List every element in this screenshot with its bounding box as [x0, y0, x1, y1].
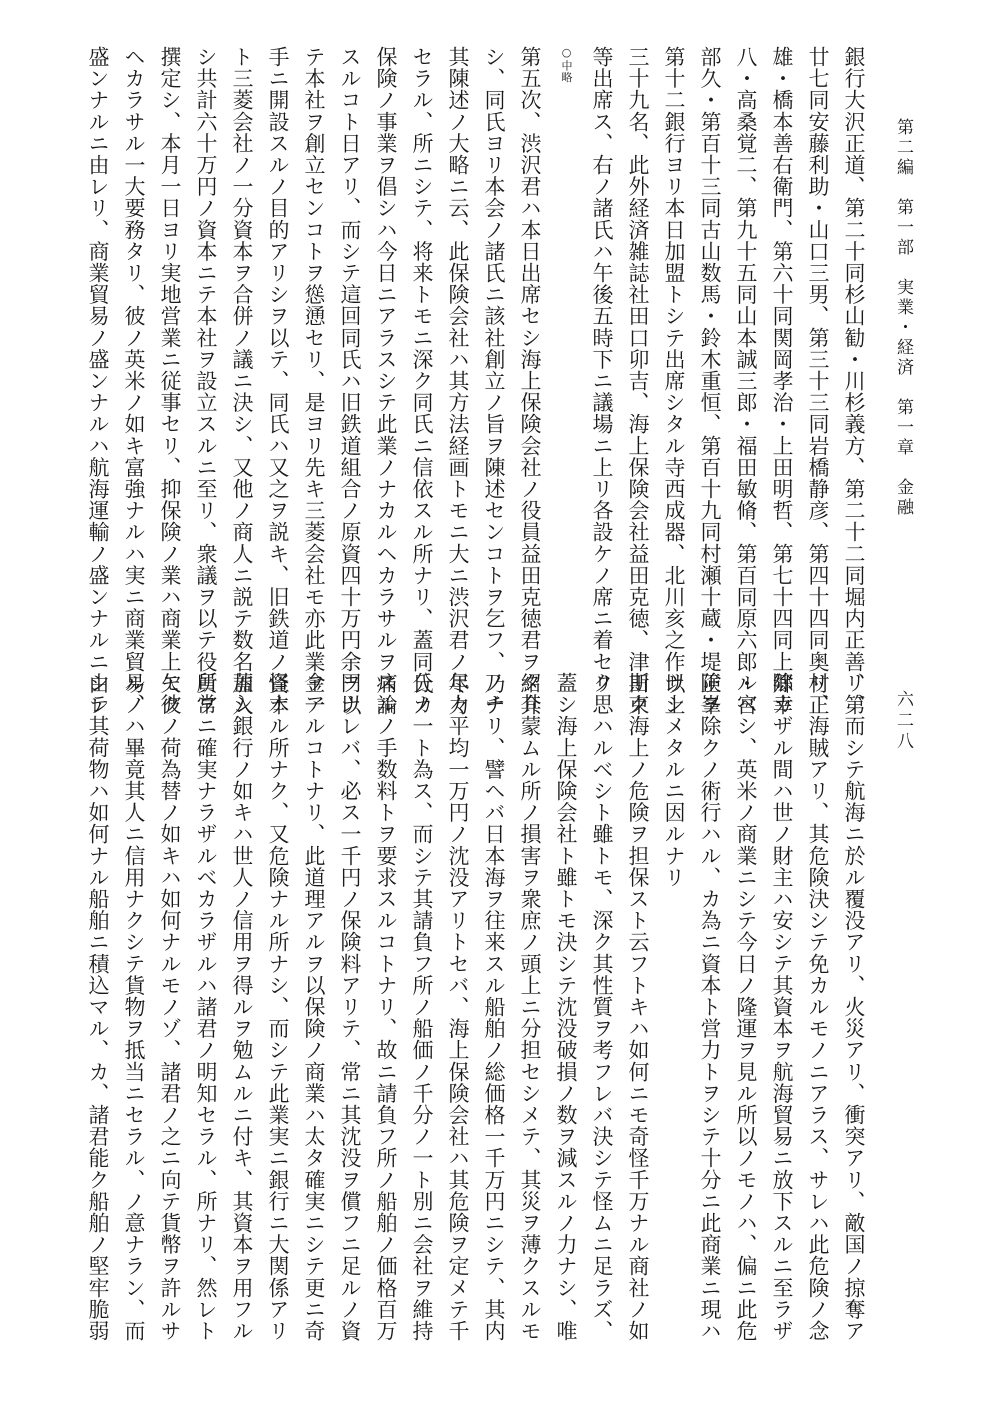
- text-column: ト三菱会社ノ一分資本ヲ合併ノ議ニ決シ、又他ノ商人ニ説テ数名加入: [230, 46, 254, 716]
- text-column: 保険ノ事業ヲ倡シハ今日ニアラスシテ此業ノナカルヘカラサルヲ痛論: [374, 46, 398, 716]
- text-column: 第五次、渋沢君ハ本日出席セシ海上保険会社ノ役員益田克徳君ヲ紹介: [518, 46, 542, 716]
- text-column: 手ニ開設スルノ目的アリシヲ以テ、同氏ハ又之ヲ説キ、旧鉄道ノ資本: [266, 46, 290, 716]
- text-column: ク思ハルベシト雖トモ、深ク其性質ヲ考フレバ決シテ怪ムニ足ラズ、: [590, 672, 614, 1342]
- text-column: ルベシ、英米ノ商業ニシテ今日ノ隆運ヲ見ル所以ノモノハ、偏ニ此危: [734, 672, 758, 1342]
- text-column: 蓋シ海上保険会社ト雖トモ決シテ沈没破損ノ数ヲ減スルノ力ナシ、唯: [554, 672, 578, 1342]
- text-column: 年々平均一万円ノ沈没アリトセバ、海上保険会社ハ其危険ヲ定メテ千: [446, 672, 470, 1342]
- text-column: 斯ク海上ノ危険ヲ担保スト云フトキハ如何ニモ奇怪千万ナル商社ノ如: [626, 672, 650, 1342]
- text-column: 第十二銀行ヨリ本日加盟トシテ出席シタル寺西成器、北川亥之作以上: [662, 46, 686, 716]
- text-column: 盛ンナルニ由レリ、商業貿易ノ盛ンナルハ航海運輸ノ盛ンナルニ由レ: [86, 46, 110, 716]
- omission-note: ○中略: [560, 46, 573, 83]
- text-column: 蓋シ銀行ノ如キハ世人ノ信用ヲ得ルヲ勉ムルニ付キ、其資本ヲ用フル: [230, 672, 254, 1342]
- text-column: テ本社ヲ創立センコトヲ慫慂セリ、是ヨリ先キ三菱会社モ亦此業ヲ一: [302, 46, 326, 716]
- text-column: 廿七同安藤利助・山口三男、第三十三同岩橋静彦、第四十四同奥村正: [806, 46, 830, 716]
- text-column: 除カザル間ハ世ノ財主ハ安シテ其資本ヲ航海貿易ニ放下スルニ至ラザ: [770, 672, 794, 1342]
- text-column: 怪ナル所ナク、又危険ナル所ナシ、而シテ此業実ニ銀行ニ大関係アリ: [266, 672, 290, 1342]
- text-column: スルコト日アリ、而シテ這回同氏ハ旧鉄道組合ノ原資四十万円余ヲ以: [338, 46, 362, 716]
- text-column: 部久・第百十三同古山数馬・鈴木重恒、第百十九同村瀬十蔵・堤正峯: [698, 46, 722, 716]
- text-column: ル、ハ畢竟其人ニ信用ナクシテ貨物ヲ抵当ニセラル、ノ意ナラン、而: [122, 672, 146, 1342]
- text-column: 八・高桑覚二、第九十五同山本誠三郎・福田敏脩、第百同原六郎・宮: [734, 46, 758, 716]
- text-column: 円ナレバ、必ス一千円ノ保険料アリテ、常ニ其沈没ヲ償フニ足ルノ資: [338, 672, 362, 1342]
- text-column: 金アルコトナリ、此道理アルヲ以保険ノ商業ハ太タ確実ニシテ更ニ奇: [302, 672, 326, 1342]
- text-column: モ彼ノ荷為替ノ如キハ如何ナルモノゾ、諸君ノ之ニ向テ貨幣ヲ許ルサ: [158, 672, 182, 1342]
- running-header: 第二編 第一部 実業・経済 第一章 金融: [893, 118, 913, 518]
- text-column: 其陳述ノ大略ニ云、此保険会社ハ其方法経画トモニ大ニ渋沢君ノ尽力: [446, 46, 470, 716]
- text-column: 等出席ス、右ノ諸氏ハ午後五時下ニ議場ニ上リ各設ケノ席ニ着セリ: [590, 46, 614, 694]
- text-column: シ共計六十万円ノ資本ニテ本社ヲ設立スルニ至リ、衆議ヲ以テ役員ヲ: [194, 46, 218, 716]
- text-column: 険ヲ除クノ術行ハル、カ為ニ資本ト営力トヲシテ十分ニ此商業ニ現ハ: [698, 672, 722, 1342]
- text-column: リ、海賊アリ、其危険決シテ免カルモノニアラス、サレハ此危険ノ念: [806, 672, 830, 1342]
- text-column: シ、同氏ヨリ本会ノ諸氏ニ該社創立ノ旨ヲ陳述センコトヲ乞フ、乃チ: [482, 46, 506, 716]
- text-column: リ、而シテ航海ニ於ル覆没アリ、火災アリ、衝突アリ、敵国ノ掠奪ア: [842, 672, 866, 1342]
- text-column: シテ其荷物ハ如何ナル船舶ニ積込マル、カ、諸君能ク船舶ノ堅牢脆弱: [86, 672, 110, 1342]
- text-column: 分ノ一ト為ス、而シテ其請負フ所ノ船価ノ千分ノ一ト別ニ会社ヲ維持: [410, 672, 434, 1342]
- upper-text-block: [80, 46, 872, 716]
- text-column: サシメタルニ因ルナリ: [662, 672, 686, 888]
- text-column: タ其蒙ムル所ノ損害ヲ衆庶ノ頭上ニ分担セシメテ、其災ヲ薄クスルモ: [518, 672, 542, 1342]
- lower-text-block: [80, 672, 872, 1342]
- text-column: 雄・橋本善右衛門、第六十同関岡孝治・上田明哲、第七十四同上郷幸: [770, 46, 794, 716]
- text-column: スルノ手数料トヲ要求スルコトナリ、故ニ請負フ所ノ船舶ノ価格百万: [374, 672, 398, 1342]
- text-column: 撰定シ、本月一日ヨリ実地営業ニ従事セリ、抑保険ノ業ハ商業上欠ク: [158, 46, 182, 716]
- text-column: ヘカラサル一大要務タリ、彼ノ英米ノ如キ富強ナルハ実ニ商業貿易ノ: [122, 46, 146, 716]
- text-column: 三十九名、此外経済雑誌社田口卯吉、海上保険会社益田克徳、津田束: [626, 46, 650, 716]
- text-column: ノナリ、譬ヘバ日本海ヲ往来スル船舶ノ総価格一千万円ニシテ、其内: [482, 672, 506, 1342]
- text-column: 所常ニ確実ナラザルベカラザルハ諸君ノ明知セラル、所ナリ、然レト: [194, 672, 218, 1342]
- text-column: セラル、所ニシテ、将来トモニ深ク同氏ニ信依スル所ナリ、蓋同氏カ: [410, 46, 434, 716]
- page-number: 六二八: [893, 690, 913, 753]
- text-column: 銀行大沢正道、第二十同杉山勧・川杉義方、第二十二同堀内正善、第: [842, 46, 866, 716]
